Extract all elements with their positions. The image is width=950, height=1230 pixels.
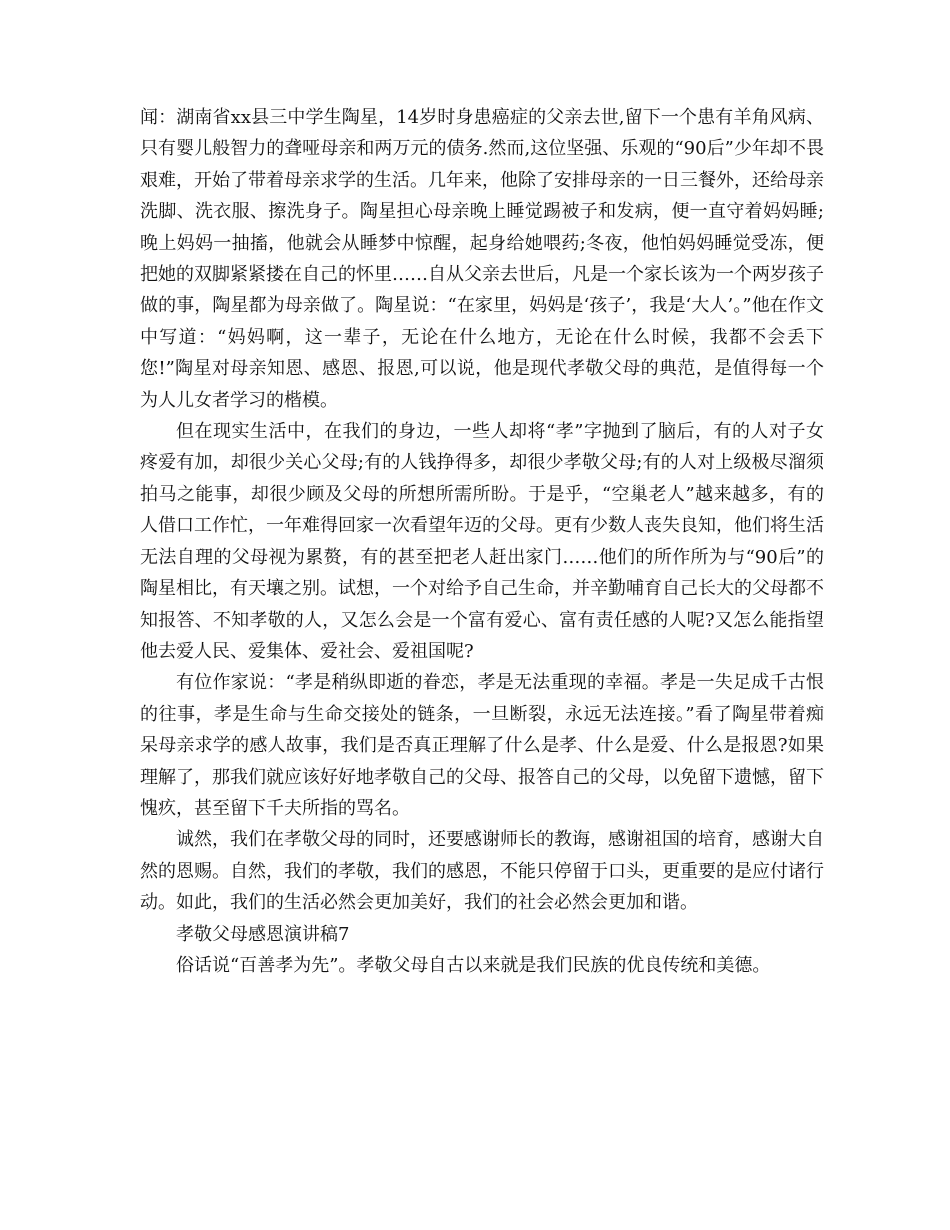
paragraph-1: 闻：湖南省xx县三中学生陶星，14岁时身患癌症的父亲去世,留下一个患有羊角风病、只有婴儿般智力的聋哑母亲和两万元的债务.然而,这位坚强、乐观的“90后”少年却不畏艰难，开始了带着母亲求学的生活。几年来，他除了安排母亲的一日三餐外，还给母亲洗脚、洗衣服、擦洗身子。陶星担心母亲晚上睡觉踢被子和发病，便一直守着妈妈睡;晚上妈妈一抽搐，他就会从睡梦中惊醒，起身给她喂药;冬夜，他怕妈妈睡觉受冻，便把她的双脚紧紧搂在自己的怀里……自从父亲去世后，凡是一个家长该为一个两岁孩子做的事，陶星都为母亲做了。陶星说：“在家里，妈妈是‘孩子’，我是‘大人’。”他在作文中写道：“妈妈啊，这一辈子，无论在什么地方，无论在什么时候，我都不会丢下您!”陶星对母亲知恩、感恩、报恩,可以说，他是现代孝敬父母的典范，是值得每一个为人儿女者学习的楷模。 — [140, 107, 824, 411]
paragraph-5: 俗话说“百善孝为先”。孝敬父母自古以来就是我们民族的优良传统和美德。 — [176, 954, 771, 976]
paragraph-3: 有位作家说：“孝是稍纵即逝的眷恋，孝是无法重现的幸福。孝是一失足成千古恨的往事，孝是生命与生命交接处的链条，一旦断裂，永远无法连接。”看了陶星带着痴呆母亲求学的感人故事，我们是否真正理解了什么是孝、什么是爱、什么是报恩?如果理解了，那我们就应该好好地孝敬自己的父母、报答自己的父母，以免留下遗憾，留下愧疚，甚至留下千夫所指的骂名。 — [140, 672, 824, 819]
section-heading: 孝敬父母感恩演讲稿7 — [176, 923, 350, 945]
paragraph-4: 诚然，我们在孝敬父母的同时，还要感谢师长的教诲，感谢祖国的培育，感谢大自然的恩赐。自然，我们的孝敬，我们的感恩，不能只停留于口头，更重要的是应付诸行动。如此，我们的生活必然会更加美好，我们的社会必然会更加和谐。 — [140, 829, 824, 914]
document-body — [140, 102, 824, 981]
paragraph-2: 但在现实生活中，在我们的身边，一些人却将“孝”字抛到了脑后，有的人对子女疼爱有加，却很少关心父母;有的人钱挣得多，却很少孝敬父母;有的人对上级极尽溜须拍马之能事，却很少顾及父母的所想所需所盼。于是乎，“空巢老人”越来越多，有的人借口工作忙，一年难得回家一次看望年迈的父母。更有少数人丧失良知，他们将生活无法自理的父母视为累赘，有的甚至把老人赶出家门……他们的所作所为与“90后”的陶星相比，有天壤之别。试想，一个对给予自己生命，并辛勤哺育自己长大的父母都不知报答、不知孝敬的人，又怎么会是一个富有爱心、富有责任感的人呢?又怎么能指望他去爱人民、爱集体、爱社会、爱祖国呢? — [140, 421, 824, 662]
